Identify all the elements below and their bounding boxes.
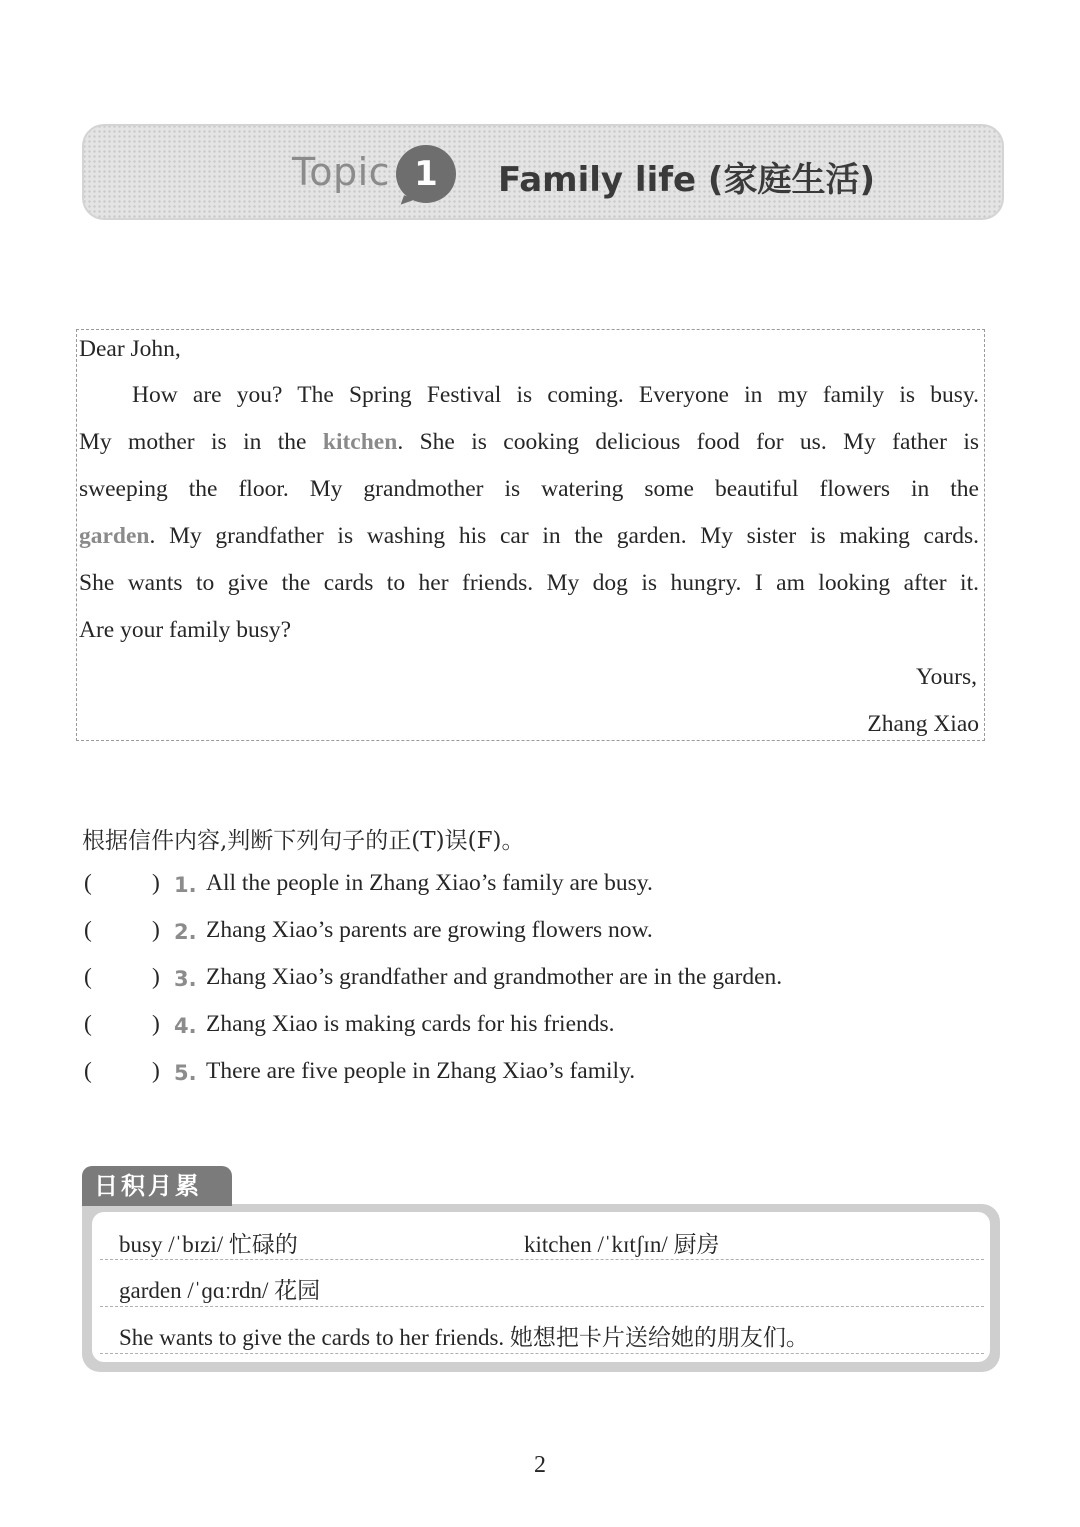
question-number: 1. — [174, 873, 197, 897]
topic-title: Family life (家庭生活) — [498, 160, 875, 200]
letter-line-4: garden. My grandfather is washing his car in the garden. My sister is making cards. — [79, 523, 979, 549]
letter-line-2: My mother is in the kitchen. She is cooking delicious food for us. My father is — [79, 429, 980, 455]
question-text: There are five people in Zhang Xiao’s family. — [206, 1058, 636, 1084]
answer-blank[interactable]: ( — [84, 964, 92, 990]
answer-blank[interactable]: ( — [84, 917, 92, 943]
question-number: 2. — [174, 920, 197, 944]
vocab-entry-kitchen: kitchen /ˈkɪtʃɪn/ 厨房 — [524, 1232, 720, 1257]
vocab-entry-garden: garden /ˈɡɑːrdn/ 花园 — [119, 1278, 321, 1303]
ruled-line — [100, 1259, 984, 1260]
page-number: 2 — [534, 1452, 546, 1478]
question-text: Zhang Xiao is making cards for his friends. — [206, 1011, 615, 1037]
question-number: 4. — [174, 1014, 197, 1038]
vocab-entry-busy: busy /ˈbɪzi/ 忙碌的 — [119, 1232, 298, 1257]
answer-blank[interactable]: ( — [84, 1011, 92, 1037]
question-text: Zhang Xiao’s grandfather and grandmother are in the garden. — [206, 964, 783, 990]
vocab-entry-sentence: She wants to give the cards to her friends. 她想把卡片送给她的朋友们。 — [119, 1325, 809, 1350]
letter-line-1: How are you? The Spring Festival is coming. Everyone in my family is busy. — [132, 382, 979, 408]
question-number: 3. — [174, 967, 197, 991]
vocab-box-tab: 日积月累 — [82, 1166, 232, 1206]
vocab-highlight-garden: garden — [79, 523, 150, 549]
letter-line-3: sweeping the floor. My grandmother is watering some beautiful flowers in the — [79, 476, 979, 502]
ruled-line — [100, 1306, 984, 1307]
exercise-instruction: 根据信件内容,判断下列句子的正(T)误(F)。 — [82, 828, 525, 854]
letter-line-6: Are your family busy? — [79, 617, 292, 643]
topic-label: Topic — [292, 150, 391, 194]
answer-blank[interactable]: ( — [84, 1058, 92, 1084]
question-text: Zhang Xiao’s parents are growing flowers now. — [206, 917, 653, 943]
ruled-line — [100, 1353, 984, 1354]
letter-greeting: Dear John, — [79, 336, 181, 362]
letter-line-5: She wants to give the cards to her friends. My dog is hungry. I am looking after it. — [79, 570, 979, 596]
letter-signature: Zhang Xiao — [867, 711, 979, 737]
topic-number-badge: 1 — [396, 145, 456, 203]
question-number: 5. — [174, 1061, 197, 1085]
letter-closing: Yours, — [916, 664, 977, 690]
vocab-highlight-kitchen: kitchen — [322, 429, 398, 455]
answer-blank[interactable]: ( — [84, 870, 92, 896]
question-text: All the people in Zhang Xiao’s family are busy. — [206, 870, 653, 896]
